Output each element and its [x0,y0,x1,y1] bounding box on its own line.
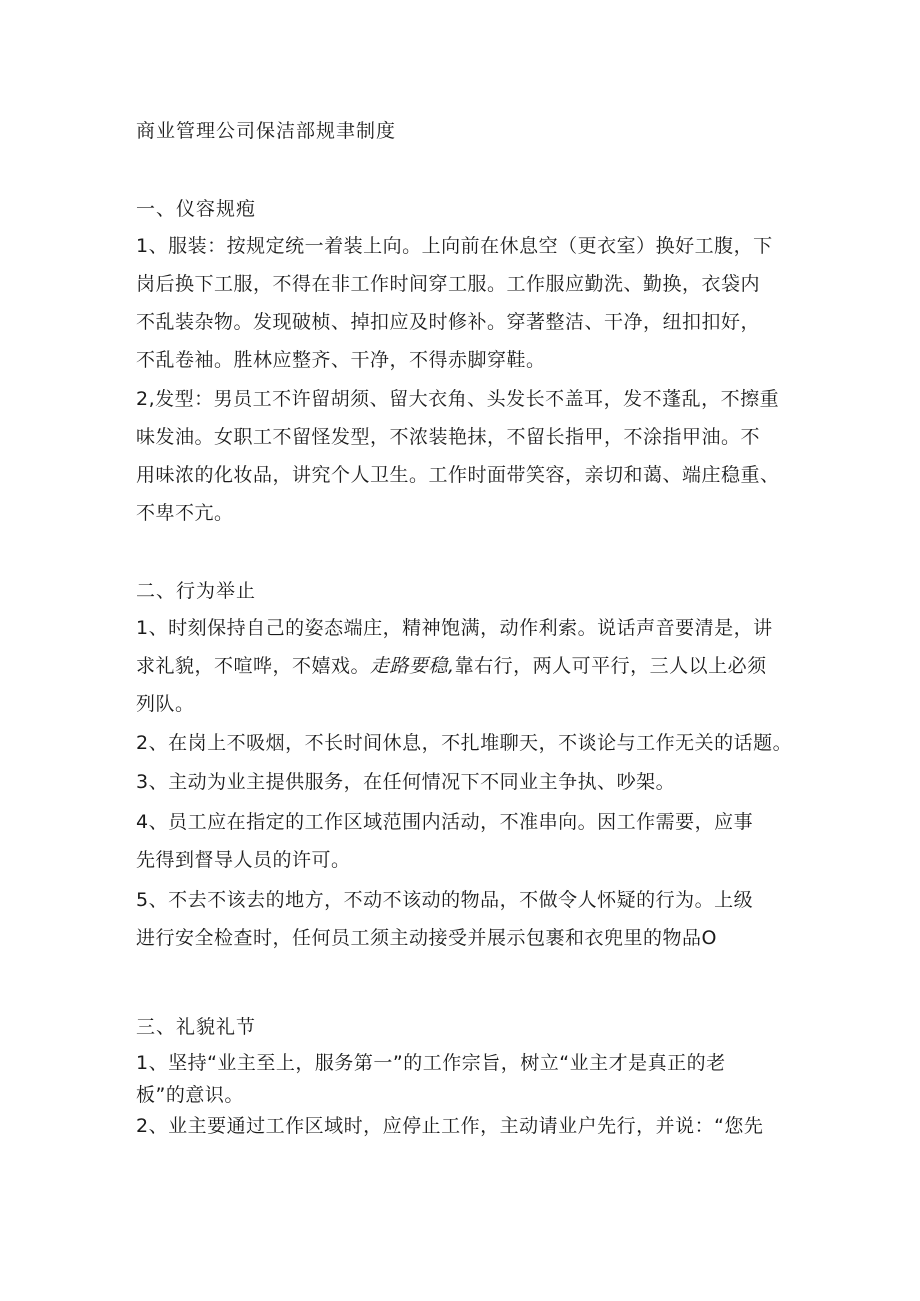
text-line: 岗后换下工服，不得在非工作时间穿工服。工作服应勤洗、勤换，衣袋内 [136,273,761,295]
text-line-mixed [136,647,796,685]
text-line: 列队。 [136,693,195,715]
text-line: 1、服装：按规定统一着装上向。上向前在休息空（更衣室）换好工腹，下 [136,235,773,257]
document-title: 商业管理公司保洁部规聿制度 [136,120,397,142]
text-line: 4、员工应在指定的工作区域范围内活动，不准串向。因工作需要，应事 [136,811,754,833]
section-heading-1: 一、仪容规疱 [136,198,257,220]
text-line: 板”的意识。 [136,1084,244,1106]
text-line: 不乱卷袖。胜林应整齐、干净，不得赤脚穿鞋。 [136,349,546,371]
section-3-item-1 [136,1047,796,1111]
text-line: 用味浓的化妆品，讲究个人卫生。工作时面带笑容，亲切和蔼、端庄稳重、 [136,464,780,486]
text-line: 5、不去不该去的地方，不动不该动的物品，不做令人怀疑的行为。上级 [136,889,754,911]
text-segment: 靠右行，两人可平行，三人以上必须 [454,655,767,677]
text-line: 先得到督导人员的许可。 [136,849,351,871]
text-line: 进行安全检查时，任何员工须主动接受并展示包裹和衣兜里的物品O [136,927,717,949]
italic-text-segment: 走路要稳, [370,655,455,677]
text-line: 1、坚持“业主至上，服务第一”的工作宗旨，树立“业主才是真正的老 [136,1052,726,1074]
text-line: 2,发型：男员工不许留胡须、留大衣角、头发长不盖耳，发不蓬乱，不擦重 [136,388,780,410]
text-line: 不乱装杂物。发现破桢、掉扣应及时修补。穿著整洁、干净，纽扣扣好， [136,311,761,333]
text-line: 味发油。女职工不留怪发型，不浓装艳抹，不留长指甲，不涂指甲油。不 [136,426,761,448]
section-2-item-2 [136,724,796,762]
text-line: 2、在岗上不吸烟，不长时间休息，不扎堆聊天，不谈论与工作无关的话题。 [136,732,793,754]
section-2-item-1 [136,609,796,723]
section-2-item-5 [136,881,796,957]
text-line: 1、时刻保持自己的姿态端庄，精神饱满，动作利索。说话声音要清是，讲 [136,617,773,639]
text-line: 不卑不亢。 [136,502,234,524]
section-1-item-2 [136,380,796,532]
section-1-item-1 [136,227,796,379]
section-2-item-4 [136,803,796,879]
section-2-item-3 [136,763,796,801]
text-line: 2、业主要通过工作区域时，应停止工作，主动请业户先行，并说：“您先 [136,1115,764,1137]
section-heading-2: 二、行为举止 [136,580,257,602]
text-segment: 求礼貌，不喧哗，不嬉戏。 [136,655,371,677]
section-heading-3: 三、礼貌礼节 [136,1016,257,1038]
section-3-item-2 [136,1107,796,1145]
text-line: 3、主动为业主提供服务，在任何情况下不同业主争执、吵架。 [136,771,676,793]
